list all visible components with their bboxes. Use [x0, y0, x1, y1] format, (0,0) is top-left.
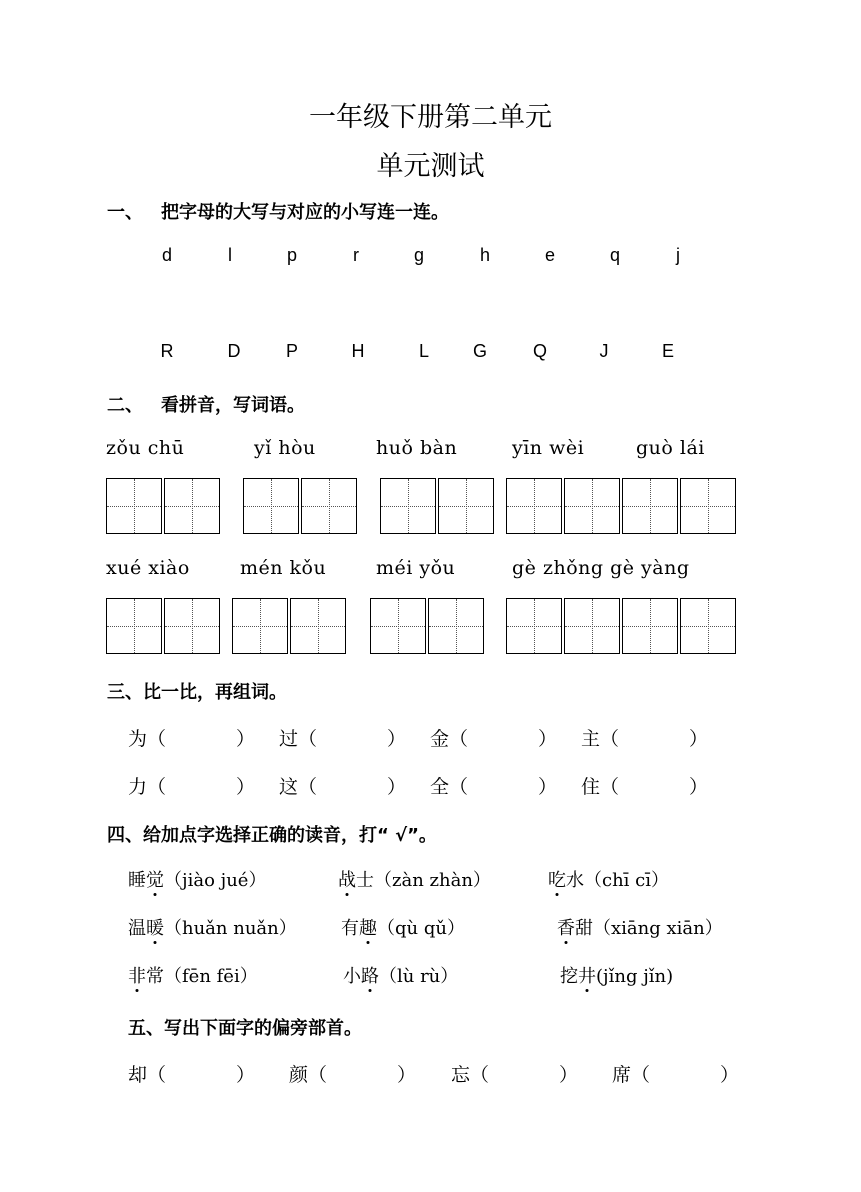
uppercase-letter-1[interactable]: D	[227, 341, 241, 361]
reading-item-wennuan: 温暖（huǎn nuǎn）	[128, 918, 297, 939]
pinyin-mei-you: méi yǒu	[376, 557, 456, 579]
radical-wang-close: ）	[559, 1064, 579, 1086]
uppercase-letter-3[interactable]: H	[351, 341, 365, 361]
lowercase-letter-5[interactable]: h	[479, 245, 490, 265]
uppercase-letter-5[interactable]: G	[472, 341, 487, 361]
compare-zhu-open: 主（	[581, 728, 620, 750]
pinyin-yi-hou: yǐ hòu	[254, 437, 316, 459]
reading-item-chishui: 吃水（chī cī）	[548, 870, 669, 891]
compare-quan-open: 全（	[430, 776, 469, 798]
pinyin-ge-zhong-ge-yang: gè zhǒng gè yàng	[512, 557, 690, 579]
compare-li-close: ）	[236, 776, 256, 798]
writing-box-mei-you[interactable]	[370, 598, 486, 654]
section-2-number: 二、	[107, 395, 143, 416]
uppercase-letter-0[interactable]: R	[160, 341, 174, 361]
compare-jin-close: ）	[538, 728, 558, 750]
compare-zhu-close: ）	[689, 728, 709, 750]
page-title: 一年级下册第二单元	[309, 102, 552, 133]
compare-jin-open: 金（	[430, 728, 469, 750]
reading-item-zhanshi: 战士（zàn zhàn）	[338, 870, 491, 891]
lowercase-letter-1[interactable]: l	[228, 245, 232, 265]
pinyin-guo-lai: guò lái	[636, 437, 705, 459]
radical-yan-open: 颜（	[289, 1064, 328, 1086]
lowercase-letter-3[interactable]: r	[353, 245, 359, 265]
compare-zhu2-open: 住（	[581, 776, 620, 798]
writing-box-huo-ban[interactable]	[380, 478, 496, 534]
radical-wang-open: 忘（	[451, 1064, 490, 1086]
pinyin-xue-xiao: xué xiào	[106, 557, 190, 579]
reading-item-feichang: 非常（fēn fēi）	[128, 966, 258, 987]
compare-guo-close: ）	[387, 728, 407, 750]
pinyin-yin-wei: yīn wèi	[512, 437, 585, 459]
writing-box-yin-wei-guo-lai[interactable]	[506, 478, 738, 534]
compare-guo-open: 过（	[279, 728, 318, 750]
section-2-heading: 看拼音，写词语。	[161, 395, 305, 416]
compare-zhe-open: 这（	[279, 776, 318, 798]
lowercase-letter-2[interactable]: p	[286, 245, 297, 265]
writing-box-men-kou[interactable]	[232, 598, 348, 654]
lowercase-letter-8[interactable]: j	[676, 245, 680, 265]
pinyin-huo-ban: huǒ bàn	[376, 437, 458, 459]
section-3-heading: 三、比一比，再组词。	[107, 682, 287, 703]
section-1-number: 一、	[107, 202, 143, 223]
lowercase-letter-4[interactable]: g	[413, 245, 424, 265]
pinyin-zou-chu: zǒu chū	[106, 437, 185, 459]
radical-xi-close: ）	[720, 1064, 740, 1086]
writing-box-yi-hou[interactable]	[243, 478, 359, 534]
lowercase-letter-6[interactable]: e	[544, 245, 555, 265]
page-subtitle: 单元测试	[376, 151, 485, 182]
compare-quan-close: ）	[538, 776, 558, 798]
writing-box-xue-xiao[interactable]	[106, 598, 222, 654]
radical-que-close: ）	[236, 1064, 256, 1086]
compare-wei-open: 为（	[128, 728, 167, 750]
reading-item-wajing: 挖井(jǐng jǐn)	[560, 966, 674, 987]
reading-item-xiaolu: 小路（lù rù）	[343, 966, 459, 987]
lowercase-letter-0[interactable]: d	[161, 245, 172, 265]
radical-yan-close: ）	[397, 1064, 417, 1086]
radical-que-open: 却（	[128, 1064, 167, 1086]
writing-box-ge-zhong-ge-yang[interactable]	[506, 598, 738, 654]
lowercase-letter-7[interactable]: q	[609, 245, 620, 265]
section-4-heading: 四、给加点字选择正确的读音，打“ √”。	[107, 825, 437, 846]
reading-item-shuijiao: 睡觉（jiào jué）	[128, 870, 267, 891]
section-5-heading: 五、写出下面字的偏旁部首。	[128, 1018, 362, 1039]
uppercase-letter-8[interactable]: E	[661, 341, 674, 361]
section-1-heading: 把字母的大写与对应的小写连一连。	[161, 202, 449, 223]
radical-xi-open: 席（	[612, 1064, 651, 1086]
compare-zhe-close: ）	[387, 776, 407, 798]
compare-wei-close: ）	[236, 728, 256, 750]
reading-item-xiangtian: 香甜（xiāng xiān）	[557, 918, 723, 939]
uppercase-letter-6[interactable]: Q	[532, 341, 547, 361]
pinyin-men-kou: mén kǒu	[240, 557, 327, 579]
writing-box-zou-chu[interactable]	[106, 478, 222, 534]
uppercase-letter-4[interactable]: L	[418, 341, 429, 361]
compare-li-open: 力（	[128, 776, 167, 798]
uppercase-letter-2[interactable]: P	[285, 341, 298, 361]
reading-item-youqu: 有趣（qù qǔ）	[341, 918, 465, 939]
uppercase-letter-7[interactable]: J	[599, 341, 609, 361]
compare-zhu2-close: ）	[689, 776, 709, 798]
